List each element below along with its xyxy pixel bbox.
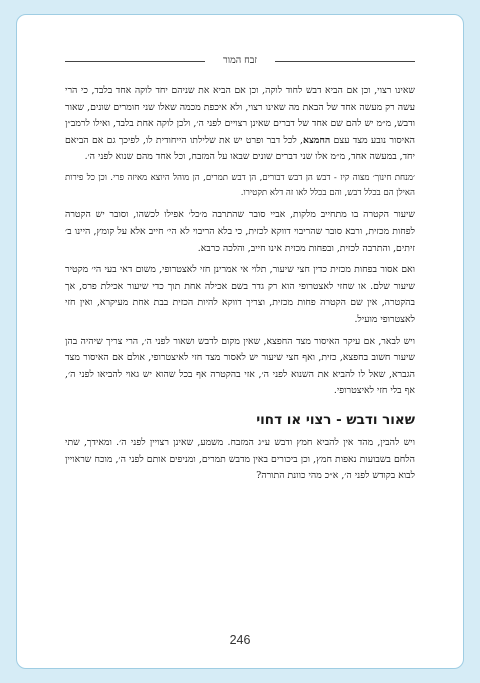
running-title: זבח המור: [222, 55, 258, 66]
page-number: 246: [229, 633, 251, 647]
running-header: [65, 55, 415, 67]
paragraph-3: שיעור הקטרה בו מתחייב מלקות, אביי סובר שהתרבה מ׳כל׳ אפילו לכשהו, וסובר יש הקטרה לפחות מכזית, ורבא סובר שהריבוי דווקא לכזית, כי בלא הריבוי לא הי׳ חייב אלא על קומץ, היינו ב׳ זיתים, והתרבה לכזית, ובפחות מכזית אינו חייב, והלכה כרבא.: [65, 209, 415, 254]
book-page: [16, 14, 464, 669]
section-paragraph: ויש להבין, מהד אין להביא חמץ ודבש ע״ג המזבח. משמע, שאינן רצויין לפני ה׳. ומאידך, שתי הלחם בשבועות נאפות חמץ, וכן ביכורים באין מדבש תמרים, ומניפים אותם לפני ה׳, מוכח שראויין לבוא בקודש לפני ה׳, א״כ מהי כוונת התורה?: [65, 436, 415, 482]
page-body: [65, 83, 415, 490]
header-rule-right: [275, 61, 415, 62]
paragraph-1-text-b: , לכל דבר ופרט יש את שלילתו הייחודית לו, לפיכך גם אם הביאם יחד, במעשה אחד, מ״מ אלו שני דברים שונים שבאו על המזבח, וכל אחד מהם שנוא לפני ה׳.: [65, 134, 415, 163]
section-heading: שאור ודבש - רצוי או דחוי: [256, 411, 415, 428]
paragraph-4: ואם אסור בפחות מכזית כדין חצי שיעור, תלוי אי אמרינן חזי לאצטרופי, משום דאי בעי הי׳ מקטיר שיעור שלם. או שחזי לאצטרופי הוא רק גדר בשם אכילה אחת תוך כדי שיעור אכילת פרס, אך בהקטרה, אין שם הקטרה פחות מכזית, וצריך דווקא להיות הכזית בבת אחת מעיקרא, ואין חזי לאצטרופי מועיל.: [65, 264, 415, 325]
paragraph-1-bold-term: החמצא: [303, 134, 331, 146]
paragraph-2-citation: ׳מנחת חינוך׳ מצוה קיז - דבש הן דבש דבורים, הן דבש תמרים, הן מוהל היוצא מאיזה פרי. וכן כל פירות האילן הם בכלל דבש, והם בכלל לאו זה דלא תקטירו.: [65, 172, 415, 199]
paragraph-1-text-a: שאינו רצוי, וכן אם הביא דבש לחוד לוקה, וכן אם הביא את שניהם יחד לוקה אחד בלבד, כי הרי עשה רק מעשה אחד של הבאת מה שאינו רצוי, ולא איכפת מכמה שאלו שני חומרים שונים, שאור ודבש, מ״מ יש להם שם אחד של דברים שאינן רצויים לפני ה׳, ולכן לוקה אחת בלבד, ואילו לרמב״ן האיסור נובע מצד עצם: [65, 85, 415, 146]
paragraph-5: ויש לבאר, אם עיקר האיסור מצד החפצא, שאין מקום לדבש ושאור לפני ה׳, הרי צריך שיהיה בהן שיעור חשוב בחפצא, כזית, ואף חצי שיעור יש לאסור מצד חזי לאיצטרופי, אולם אם האיסור מצד הגברא, שאל לו להביא את השנוא לפני ה׳, אזי בהקטרה אף בכל שהוא יש גאוי להביאו לפני ה׳, אף בלי חזי לאיצטרופי.: [65, 335, 415, 397]
paragraph-1: [65, 83, 415, 166]
